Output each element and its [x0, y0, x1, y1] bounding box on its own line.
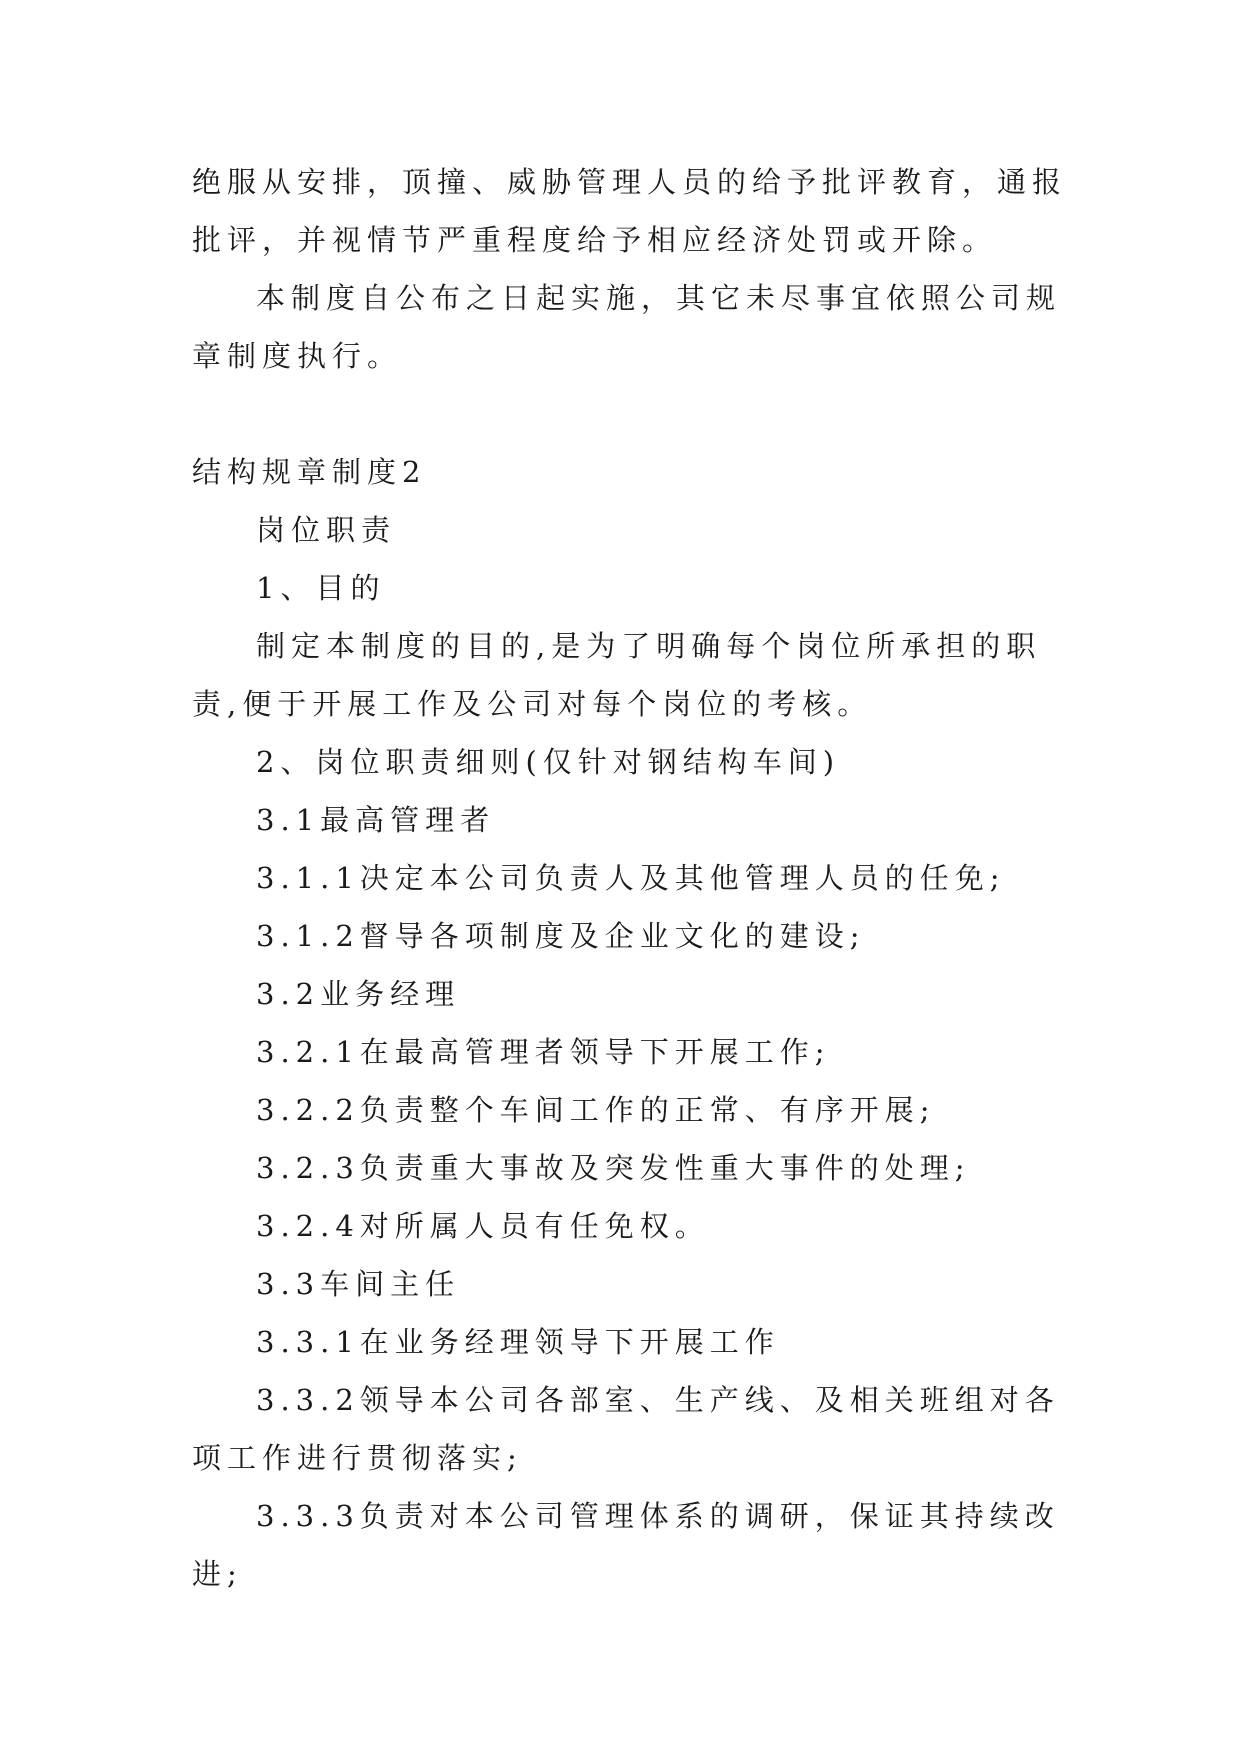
- item-3-3-3: 3.3.3负责对本公司管理体系的调研，保证其持续改进;: [192, 1499, 1060, 1591]
- paragraph-effective-clause: 本制度自公布之日起实施，其它未尽事宜依照公司规章制度执行。: [192, 281, 1062, 373]
- heading-purpose: 1、目的: [256, 571, 386, 605]
- item-3-2-1: 3.2.1在最高管理者领导下开展工作;: [256, 1035, 831, 1069]
- section-title: 结构规章制度2: [192, 455, 427, 489]
- paragraph-penalty-clause: 绝服从安排，顶撞、威胁管理人员的给予批评教育，通报批评，并视情节严重程度给予相应经济处罚或开除。: [192, 165, 1068, 257]
- heading-business-manager: 3.2业务经理: [256, 977, 461, 1011]
- item-3-3-2: 3.3.2领导本公司各部室、生产线、及相关班组对各项工作进行贯彻落实;: [192, 1383, 1060, 1475]
- paragraph-purpose: 制定本制度的目的,是为了明确每个岗位所承担的职责,便于开展工作及公司对每个岗位的考核。: [192, 629, 1042, 721]
- item-3-2-2: 3.2.2负责整个车间工作的正常、有序开展;: [256, 1093, 936, 1127]
- item-3-2-4: 3.2.4对所属人员有任免权。: [256, 1209, 710, 1243]
- heading-top-manager: 3.1最高管理者: [256, 803, 496, 837]
- item-3-3-1: 3.3.1在业务经理领导下开展工作: [256, 1325, 780, 1359]
- heading-job-duties: 岗位职责: [256, 513, 397, 547]
- item-3-1-2: 3.1.2督导各项制度及企业文化的建设;: [256, 919, 866, 953]
- blank-line: [192, 385, 1072, 443]
- item-3-1-1: 3.1.1决定本公司负责人及其他管理人员的任免;: [256, 861, 1006, 895]
- item-3-2-3: 3.2.3负责重大事故及突发性重大事件的处理;: [256, 1151, 971, 1185]
- heading-workshop-director: 3.3车间主任: [256, 1267, 461, 1301]
- document-body: [192, 153, 1072, 1603]
- heading-duty-details: 2、岗位职责细则(仅针对钢结构车间): [256, 745, 841, 779]
